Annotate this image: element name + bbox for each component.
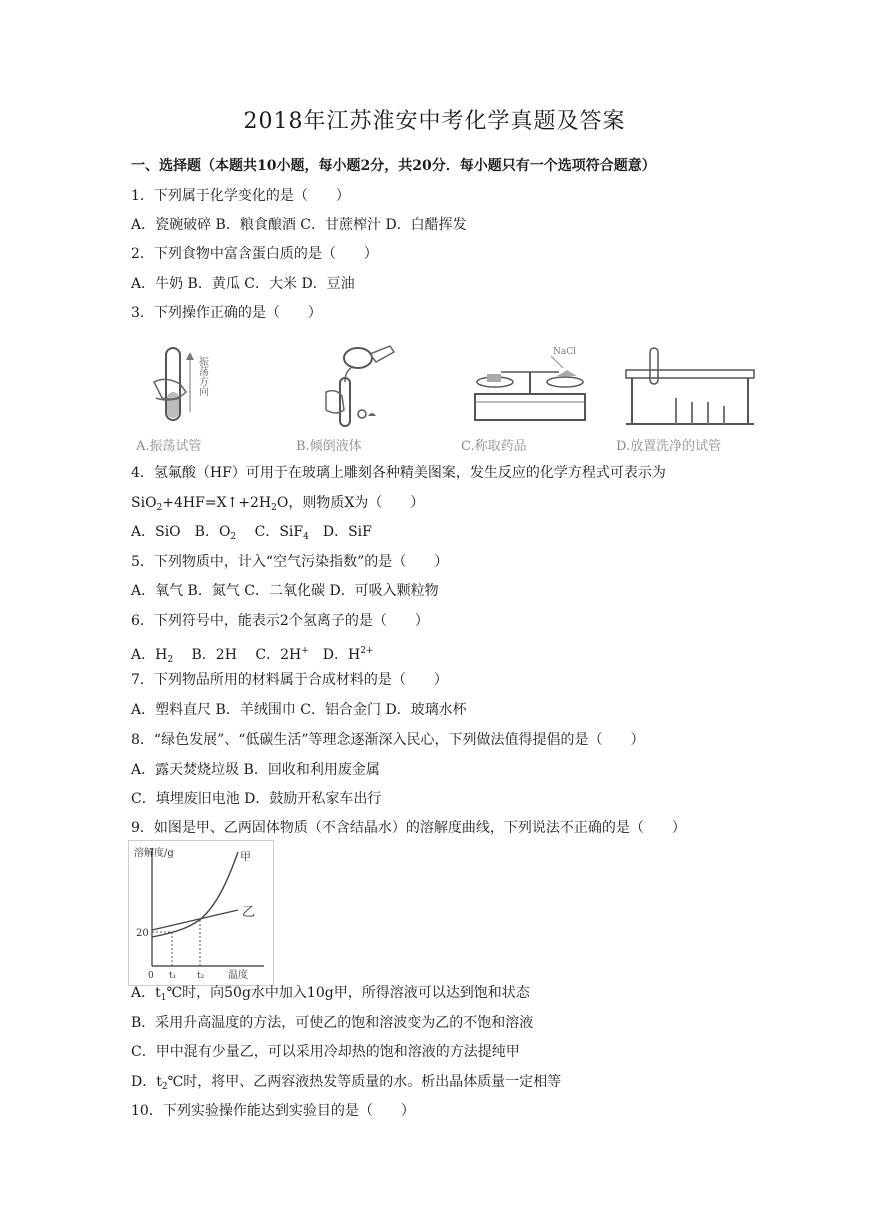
figure-c-caption: C.称取药品 — [461, 439, 527, 454]
question-6-stem: 6．下列符号中，能表示2个氢离子的是（ ） — [131, 613, 429, 629]
question-2-options: A．牛奶 B．黄瓜 C．大米 D．豆油 — [131, 276, 355, 292]
figure-pour-liquid — [296, 342, 446, 454]
question-9-option-c: C．甲中混有少量乙，可以采用冷却热的饱和溶液的方法提纯甲 — [131, 1044, 520, 1060]
shake-direction-label: 振荡方向 — [196, 356, 208, 396]
question-7-options: A．塑料直尺 B．羊绒围巾 C．铝合金门 D．玻璃水杯 — [131, 702, 467, 718]
question-3-stem: 3．下列操作正确的是（ ） — [131, 305, 322, 321]
figure-b-caption: B.倾倒液体 — [296, 439, 362, 454]
x-tick-t1: t₁ — [169, 971, 177, 981]
x-tick-t2: t₂ — [197, 971, 205, 981]
question-8-stem: 8．“绿色发展”、“低碳生活”等理念逐渐深入民心，下列做法值得提倡的是（ ） — [131, 732, 645, 748]
question-9-option-d: D．$t_2℃$时，将甲、乙两容液热发等质量的水。析出晶体质量一定相等 — [131, 1074, 562, 1092]
x-tick-0: 0 — [148, 971, 154, 981]
series-yi-curve — [152, 910, 238, 930]
question-5-stem: 5．下列物质中，计入“空气污染指数”的是（ ） — [131, 554, 449, 570]
figure-a-caption: A.振荡试管 — [136, 439, 202, 454]
question-5-options: A．氧气 B．氮气 C．二氧化碳 D．可吸入颗粒物 — [131, 583, 439, 599]
question-1-options: A．瓷碗破碎 B．粮食酿酒 C．甘蔗榨汁 D．白醋挥发 — [131, 217, 467, 233]
question-9-option-a: A．$t_1℃$时，向50g水中加入10g甲，所得溶液可以达到饱和状态 — [131, 985, 530, 1003]
series-jia-label: 甲 — [240, 850, 251, 863]
x-axis-label: 温度 — [228, 970, 248, 981]
series-jia-curve — [152, 852, 238, 937]
question-7-stem: 7．下列物品所用的材料属于合成材料的是（ ） — [131, 672, 448, 688]
y-axis-label: 溶解度/g — [134, 848, 174, 859]
page-title: 2018年江苏淮安中考化学真题及答案 — [243, 109, 626, 134]
question-4-stem: 4．氢氟酸（HF）可用于在玻璃上雕刻各种精美图案，发生反应的化学方程式可表示为 — [131, 465, 666, 481]
question-8-options-1: A．露天焚烧垃圾 B．回收和利用废金属 — [131, 762, 380, 778]
nacl-label: NaCl — [553, 347, 577, 357]
question-3-figures — [136, 342, 756, 454]
series-yi-label: 乙 — [242, 905, 256, 920]
question-10-stem: 10．下列实验操作能达到实验目的是（ ） — [131, 1103, 415, 1119]
question-1-stem: 1．下列属于化学变化的是（ ） — [131, 188, 350, 204]
figure-d-caption: D.放置洗净的试管 — [616, 439, 722, 454]
question-6-options: A．$H_2$ B．2H C．2H+ D．$H^{2+}$ — [131, 646, 374, 665]
question-4-equation: $SiO_2+4HF=X↑+2H_2O$，则物质X为（ ） — [131, 495, 425, 513]
y-tick-20: 20 — [136, 928, 149, 939]
section-heading: 一、选择题（本题共10小题，每小题2分，共20分．每小题只有一个选项符合题意） — [131, 158, 656, 174]
question-2-stem: 2．下列食物中富含蛋白质的是（ ） — [131, 246, 378, 262]
question-9-option-b: B．采用升高温度的方法，可使乙的饱和溶波变为乙的不饱和溶液 — [131, 1015, 534, 1031]
figure-place-test-tube — [616, 342, 766, 454]
figure-shake-test-tube — [136, 342, 286, 454]
figure-weigh-chemical — [461, 342, 611, 454]
question-4-options: A．SiO B．$O_2$ C．SiF$_4$ D．SiF — [131, 524, 372, 542]
solubility-curve-figure — [128, 840, 274, 986]
question-8-options-2: C．填埋废旧电池 D．鼓励开私家车出行 — [131, 791, 382, 807]
question-9-stem: 9．如图是甲、乙两固体物质（不含结晶水）的溶解度曲线，下列说法不正确的是（ ） — [131, 820, 686, 836]
